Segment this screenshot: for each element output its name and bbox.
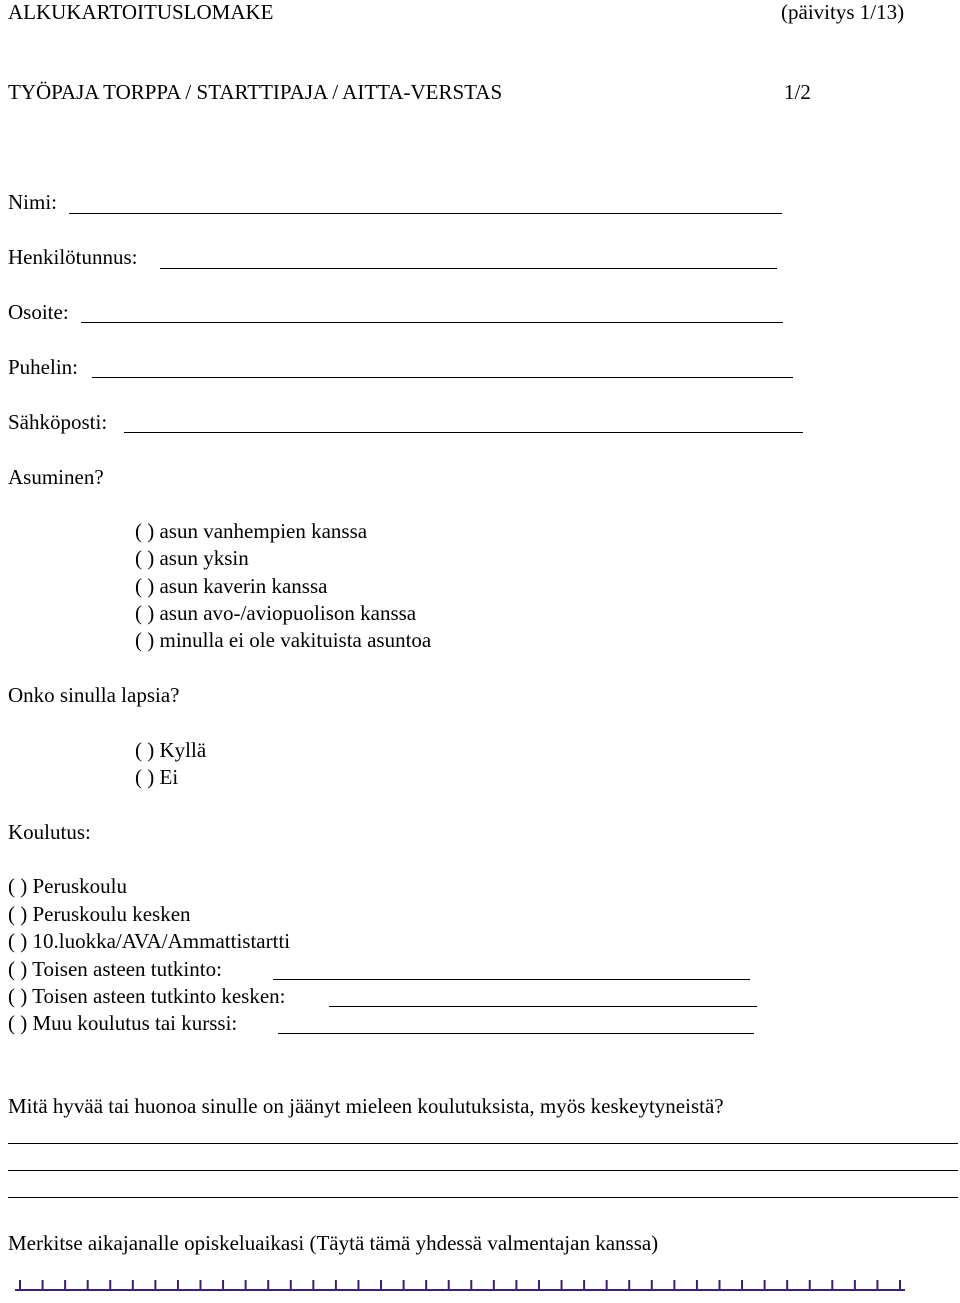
children-question: Onko sinulla lapsia? [8, 683, 180, 707]
education-option-basic[interactable]: ( ) Peruskoulu [8, 874, 127, 898]
phone-label: Puhelin: [8, 355, 79, 379]
education-option-basic-incomplete[interactable]: ( ) Peruskoulu kesken [8, 902, 191, 926]
secondary-incomplete-field[interactable] [329, 1006, 757, 1007]
form-title: ALKUKARTOITUSLOMAKE [8, 0, 274, 24]
address-label: Osoite: [8, 300, 69, 324]
housing-question: Asuminen? [8, 465, 104, 489]
education-option-10th-grade[interactable]: ( ) 10.luokka/AVA/Ammattistartti [8, 929, 291, 953]
housing-option-parents[interactable]: ( ) asun vanhempien kanssa [135, 519, 368, 543]
name-label: Nimi: [8, 190, 58, 214]
email-label: Sähköposti: [8, 410, 108, 434]
update-note: (päivitys 1/13) [781, 0, 905, 24]
answer-line-1[interactable] [8, 1143, 958, 1144]
children-option-yes[interactable]: ( ) Kyllä [135, 738, 207, 762]
education-option-secondary-incomplete[interactable]: ( ) Toisen asteen tutkinto kesken: [8, 984, 286, 1008]
housing-option-partner[interactable]: ( ) asun avo-/aviopuolison kanssa [135, 601, 417, 625]
address-field[interactable] [81, 322, 783, 323]
timeline-instruction: Merkitse aikajanalle opiskeluaikasi (Täytä tämä yhdessä valmentajan kanssa) [8, 1231, 659, 1255]
answer-line-3[interactable] [8, 1197, 958, 1198]
page-number: 1/2 [784, 80, 811, 104]
education-option-other[interactable]: ( ) Muu koulutus tai kurssi: [8, 1011, 238, 1035]
housing-option-friend[interactable]: ( ) asun kaverin kanssa [135, 574, 328, 598]
experience-question: Mitä hyvää tai huonoa sinulle on jäänyt mieleen koulutuksista, myös keskeytyneistä? [8, 1094, 724, 1118]
housing-option-alone[interactable]: ( ) asun yksin [135, 546, 249, 570]
name-field[interactable] [69, 213, 782, 214]
email-field[interactable] [124, 432, 803, 433]
other-course-field[interactable] [278, 1033, 754, 1034]
housing-option-no-home[interactable]: ( ) minulla ei ole vakituista asuntoa [135, 628, 432, 652]
education-option-secondary[interactable]: ( ) Toisen asteen tutkinto: [8, 957, 222, 981]
study-timeline[interactable] [15, 1276, 905, 1296]
ssn-label: Henkilötunnus: [8, 245, 138, 269]
secondary-degree-field[interactable] [273, 979, 750, 980]
ssn-field[interactable] [160, 268, 777, 269]
workshop-title: TYÖPAJA TORPPA / STARTTIPAJA / AITTA-VERSTAS [8, 80, 503, 104]
children-option-no[interactable]: ( ) Ei [135, 765, 179, 789]
answer-line-2[interactable] [8, 1170, 958, 1171]
education-label: Koulutus: [8, 820, 91, 844]
phone-field[interactable] [92, 377, 793, 378]
